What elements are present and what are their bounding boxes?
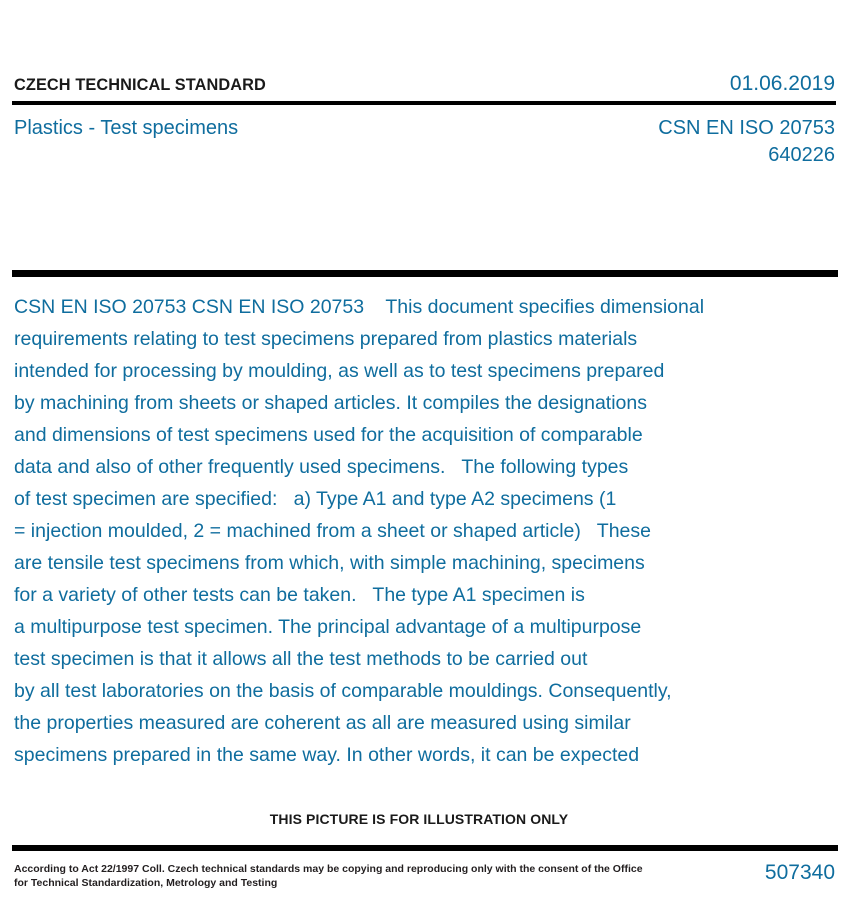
document-order-number: 507340 xyxy=(764,861,835,884)
abstract-line: the properties measured are coherent as all are measured using similar xyxy=(14,712,631,734)
abstract-line: a multipurpose test specimen. The principal advantage of a multipurpose xyxy=(14,616,642,638)
abstract-line: by all test laboratories on the basis of comparable mouldings. Consequently, xyxy=(14,680,672,702)
document-header xyxy=(14,72,835,98)
abstract-line: requirements relating to test specimens prepared from plastics materials xyxy=(14,328,638,350)
classification-code: 640226 xyxy=(768,144,835,166)
illustration-disclaimer: THIS PICTURE IS FOR ILLUSTRATION ONLY xyxy=(269,811,569,827)
abstract-line: CSN EN ISO 20753 CSN EN ISO 20753 This document specifies dimensional xyxy=(14,296,705,318)
document-code-group xyxy=(658,115,835,169)
footer-legal-notice xyxy=(14,862,643,890)
standard-code: CSN EN ISO 20753 xyxy=(658,117,835,139)
abstract-line: intended for processing by moulding, as well as to test specimens prepared xyxy=(14,360,665,382)
abstract-line: are tensile test specimens from which, with simple machining, specimens xyxy=(14,552,645,574)
standard-type-label: CZECH TECHNICAL STANDARD xyxy=(14,75,266,94)
abstract-line: and dimensions of test specimens used for the acquisition of comparable xyxy=(14,424,643,446)
footer-legal-line-2: for Technical Standardization, Metrology and Testing xyxy=(14,877,278,889)
title-block xyxy=(14,115,835,169)
abstract-top-rule xyxy=(12,270,838,277)
footer-legal-line-1: According to Act 22/1997 Coll. Czech technical standards may be copying and reproducing only with the consent of the Office xyxy=(14,863,643,875)
abstract-line: data and also of other frequently used specimens. The following types xyxy=(14,456,629,478)
abstract-line: = injection moulded, 2 = machined from a sheet or shaped article) These xyxy=(14,520,651,542)
abstract-line: by machining from sheets or shaped articles. It compiles the designations xyxy=(14,392,647,414)
abstract-line: specimens prepared in the same way. In other words, it can be expected xyxy=(14,744,640,766)
abstract-line: test specimen is that it allows all the test methods to be carried out xyxy=(14,648,588,670)
header-divider-rule xyxy=(12,101,836,105)
abstract-line: for a variety of other tests can be taken. The type A1 specimen is xyxy=(14,584,585,606)
abstract-text xyxy=(14,291,814,771)
abstract-line: of test specimen are specified: a) Type A1 and type A2 specimens (1 xyxy=(14,488,617,510)
footer-top-rule xyxy=(12,845,838,851)
document-title: Plastics - Test specimens xyxy=(14,117,239,139)
publication-date: 01.06.2019 xyxy=(729,72,835,95)
